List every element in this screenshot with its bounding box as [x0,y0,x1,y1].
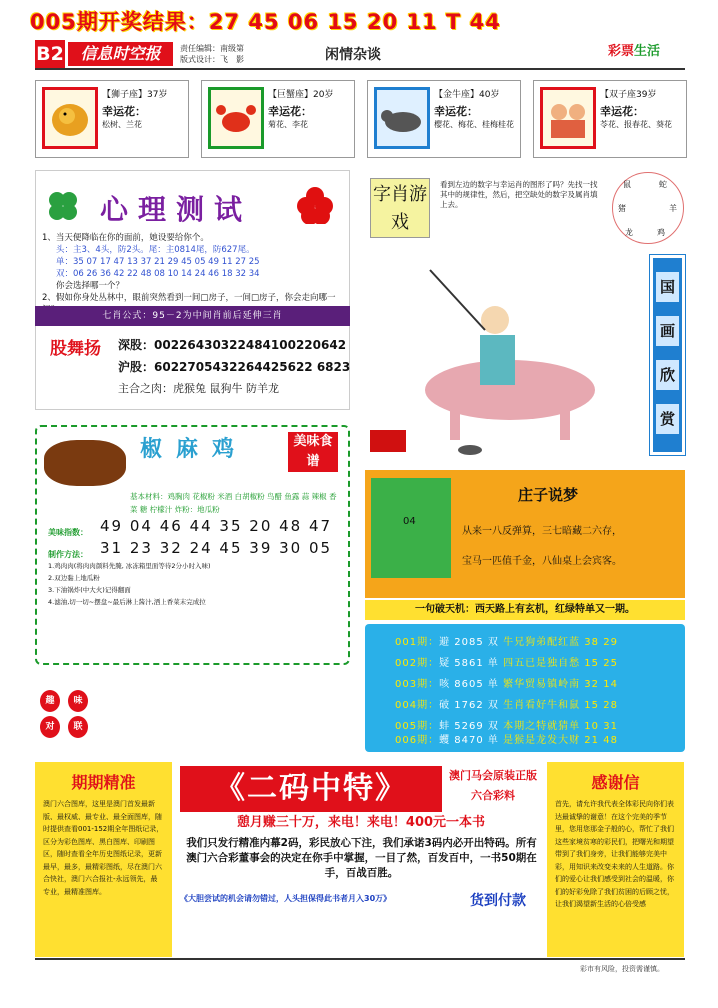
lotus-number: 04 [403,516,416,527]
pair: 10 31 [584,721,618,732]
num: 5861 [454,658,484,669]
numbers-row-1: 49 04 46 44 35 20 48 47 [100,517,333,535]
period: 006期： [395,735,440,746]
right-ad-body: 首先，请允许我代表全体彩民向你们表达最诚挚的谢意！在这个完美的季节里，您用您那金子般的心，帮忙了我们这些家境贫寒的彩民们，把曙光和期望带到了我们身旁，让我们能够完美中彩，用知识来改变未来的人生道路。你们的爱心让我们感受到社会的温暖，你们的好彩免除了我们贫困的后顾之忧，让我们渴望新生活的心倍受感 [555,800,674,908]
zodiac-flowers: 菊花、李花 [268,120,308,129]
recipe-step: 3.下油锅炸(中大火)记得翻面 [48,586,131,594]
recipe-numbers [100,515,332,559]
psych-line1: 头：主3、4头，防2头。尾：主0814尾，防627尾。 [56,245,255,255]
psych-title: 心理测试 [100,193,253,226]
zodiac-sign: 【巨蟹座】20岁 [268,90,334,100]
wheel-rat: 鼠 [623,180,631,189]
verse: 生肖看好牛和鼠 [503,700,581,711]
guohua-char: 国 [656,272,679,302]
dish-photo [44,440,126,486]
wheel-dragon: 龙 [625,228,633,237]
period: 002期： [395,658,440,669]
psych-line3: 双：06 26 36 42 22 48 08 10 14 24 46 18 32 34 [56,269,260,279]
zhuangzi-title: 庄子说梦 [518,486,579,504]
editor-line: 责任编辑：南级第 [180,44,244,53]
lion-icon [42,87,98,149]
char: 避 [439,637,451,648]
parity: 单 [487,735,499,746]
right-ad-box [547,762,684,957]
puzzle-instructions: 看到左边的数字与幸运肖的图形了吗？先找一找其中的规律性，然后，把空缺处的数字及属肖填上去。 [440,180,598,209]
psych-q1: 1、当天便降临在你的面前，她设要给你个。 [42,233,209,243]
table-row [395,632,618,653]
promo-slogan: 《大胆尝试的机会请勿错过，人头担保得此书者月入30万》 [180,894,392,903]
psych-line2: 单：35 07 17 47 13 37 21 29 45 05 49 11 27 25 [56,257,260,267]
zhuangzi-poem [462,517,622,577]
guohua-char: 赏 [656,404,679,434]
zodiac-card-taurus [367,80,521,158]
psych-body [42,232,342,316]
zodiac-row [35,80,685,160]
char: 咳 [439,679,451,690]
num: 1762 [454,700,484,711]
headline-banner: 《二码中特》 [180,766,442,812]
lantern-char: 联 [68,716,88,738]
zodiac-wheel [612,172,684,244]
section-title: 闲情杂谈 [325,47,381,63]
parity: 双 [487,637,499,648]
pair: 15 28 [584,700,618,711]
crab-icon [208,87,264,149]
psych-line4: 你会选择哪一个？ [56,281,125,291]
result-banner-text: 005期开奖结果：27 45 06 15 20 11 T 44 [30,10,501,34]
label-index: 美味指数： [48,528,88,537]
page-number: B2 [35,40,65,68]
paper-name: 信息时空报 [68,42,173,66]
twins-icon [540,87,596,149]
left-ad-title: 期期精准 [71,773,136,792]
char: 蚌 [439,721,451,732]
flower-icon [296,186,334,228]
zodiac-sign: 【狮子座】37岁 [102,90,168,100]
numbers-row-2: 31 23 32 24 45 39 30 05 [100,539,333,557]
bottom-rule [35,958,685,960]
right-ad-title: 感谢信 [591,773,640,792]
disclaimer: 彩市有风险，投资需谨慎。 [580,965,664,973]
poem-line: 从来一八反弹算，三七暗藏二六存， [462,526,622,537]
zodiac-flowers: 苓花、报春花、葵花 [600,120,672,129]
stock-logo: 股舞扬 [50,339,101,359]
zodiac-card-leo [35,80,189,158]
shenzhen-stock: 深股：00226430322484100220642 [118,338,347,352]
couplet-lanterns [40,690,88,738]
period: 001期： [395,637,440,648]
macau-label: 澳门马会原装正版六合彩料 [449,769,537,802]
wheel-sheep: 羊 [669,204,677,213]
parity: 单 [487,679,499,690]
num: 8470 [454,735,484,746]
char: 蠼 [439,735,451,746]
recipe-ingredients: 基本材料：鸡胸肉 花椒粉 米酒 白胡椒粉 鸟醋 鱼露 蒜 辣椒 香菜 糖 柠檬汁 炸粉：地瓜粉 [130,492,337,514]
psych-q2: 2、假如你身处丛林中，眼前突然看到一间□房子，一间□房子，你会走向哪一 [42,293,336,303]
parity: 单 [487,658,499,669]
formula-bar: 七肖公式：95－2为中间肖前后延伸三肖 [35,306,350,326]
left-ad-body: 澳门六合图库，这里是澳门首发最新版、最权威、最专业、最全面图库，随时提供查看001-152期全年图纸记录，区分为彩色图库、黑白图库、印刷图区，随时查看全年历史图纸记录，更新最早，最多，最精彩图纸，尽在澳门六合快社，澳门六合报社-永远领先，最专业，最精准图库。 [43,800,164,896]
num: 2085 [454,637,484,648]
num: 8605 [454,679,484,690]
zodiac-sign: 【双子座39岁 [600,90,657,100]
table-row [395,674,618,695]
lotus-leaf-photo [371,478,451,578]
puzzle-title-box: 字肖游戏 [370,178,430,238]
recipe-step: 4.滤油,切一切~摆盘~最后淋上酱汁,洒上香菜末完成拉 [48,598,206,606]
zodiac-flowers: 松树、兰花 [102,120,142,129]
period: 005期： [395,721,440,732]
period-table [365,624,685,752]
logo-part-a: 彩票 [608,44,635,59]
shanghai-stock: 沪股：6022705432264425622 6823 [118,360,351,374]
ink-painting [360,250,645,460]
bull-icon [374,87,430,149]
table-row [395,653,618,674]
lantern-row [40,690,88,712]
zodiac-card-cancer [201,80,355,158]
verse: 繁华贸易镇岭南 [503,679,581,690]
promo-line: 憩月赚三十万，来电！来电！400元一本书 [236,815,486,830]
designer-line: 版式设计：飞 影 [180,55,244,64]
verse: 牛兄狗弟配红蓝 [503,637,581,648]
lantern-row [40,716,88,738]
left-ad-box [35,762,172,957]
guohua-banner [650,255,685,455]
verse: 本期之特就猜单 [503,721,581,732]
label-method: 制作方法： [48,550,88,559]
table-row [395,695,618,716]
zodiac-card-gemini [533,80,687,158]
wheel-snake: 蛇 [659,180,667,189]
char: 疑 [439,658,451,669]
zodiac-lucky-title: 幸运花： [268,105,312,118]
parity: 双 [487,700,499,711]
zodiac-flowers: 樱花、梅花、桂梅桂花 [434,120,514,129]
lantern-char: 对 [40,716,60,738]
main-combo: 主合之肉：虎猴兔 鼠狗牛 防羊龙 [118,382,279,395]
recipe-badge: 美味食谱 [288,432,338,472]
pair: 38 29 [584,637,618,648]
wheel-rooster: 鸡 [657,228,665,237]
num: 5269 [454,721,484,732]
clover-icon [45,190,81,224]
char: 破 [439,700,451,711]
recipe-step: 1.鸡肉肉(将肉肉颜料先腌, 冰冻箱里面等待2分小时入味) [48,562,211,570]
guohua-char: 画 [656,316,679,346]
zodiac-lucky-title: 幸运花： [600,105,644,118]
lantern-char: 味 [68,690,88,712]
recipe-step: 2.双边黏上地瓜粉 [48,574,100,582]
recipe-title: 椒麻鸡 [140,437,249,462]
zodiac-sign: 【金牛座】40岁 [434,90,500,100]
guohua-char: 欣 [656,360,679,390]
one-sentence-hint: 一句破天机：西天路上有玄机，红绿特单又一期。 [365,600,685,620]
zodiac-lucky-title: 幸运花： [434,105,478,118]
verse: 四五已是独自愁 [503,658,581,669]
logo-part-b: 生活 [634,44,661,59]
verse: 是猴是龙发大财 [503,735,581,746]
lottery-logo [608,40,660,59]
cash-on-delivery: 货到付款 [470,893,526,909]
pair: 21 48 [584,735,618,746]
stock-lines [118,334,350,400]
wheel-pig: 猪 [618,204,626,213]
parity: 双 [487,721,499,732]
pair: 32 14 [584,679,618,690]
period: 003期： [395,679,440,690]
lantern-char: 趣 [40,690,60,712]
zodiac-lucky-title: 幸运花： [102,105,146,118]
recipe-steps [48,560,338,608]
promo-body: 我们只发行精准内幕2码，彩民放心下注，我们承诺3码内必开出特码。所有澳门六合彩董事会的决定在你手中掌握，一目了然，百发百中，一书50期在手，百战百胜。 [186,837,537,879]
editor-credits [180,43,244,65]
period: 004期： [395,700,440,711]
poem-line: 宝马一匹值千金，八仙桌上会宾客。 [462,556,622,567]
pair: 15 25 [584,658,618,669]
table-row [395,732,618,750]
